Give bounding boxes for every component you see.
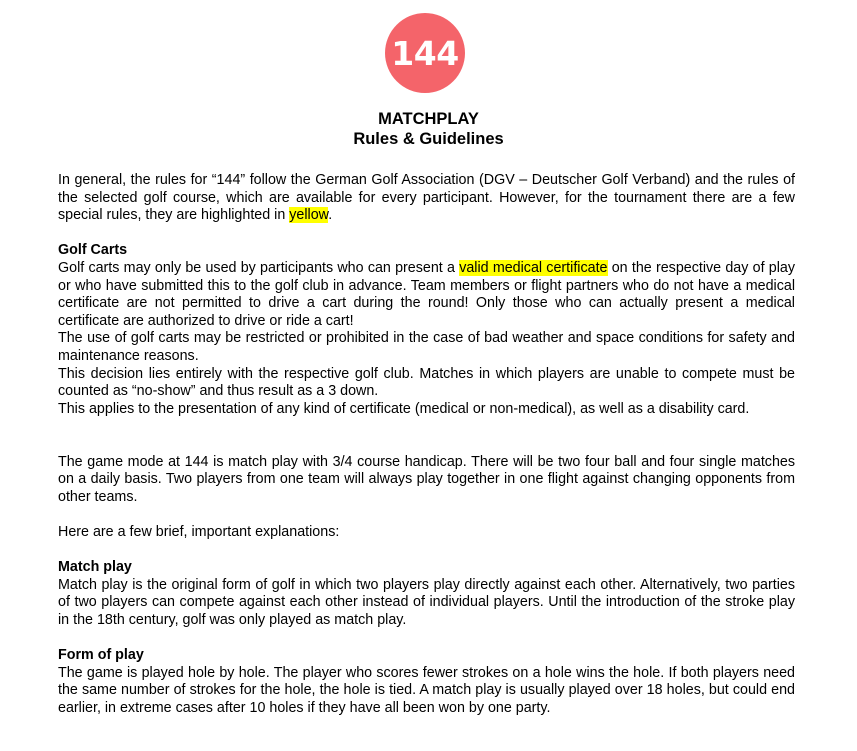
intro-text-end: . — [328, 207, 333, 224]
logo-badge — [385, 13, 465, 93]
medical-certificate-highlight: valid medical certificate — [459, 259, 608, 276]
page-subtitle: Rules & Guidelines — [353, 130, 504, 148]
intro-highlight: yellow — [289, 207, 329, 224]
golf-carts-paragraph-3: This decision lies entirely with the respective golf club. Matches in which players are unable to compete must be counted as “no-show” and thus result as a 3 down. — [58, 365, 795, 400]
page-title: MATCHPLAY — [378, 110, 479, 128]
form-of-play-paragraph: The game is played hole by hole. The player who scores fewer strokes on a hole wins the hole. If both players need the same number of strokes for the hole, the hole is tied. A match play is usually played over 18 holes, but could end earlier, in extreme cases after 10 holes if they have all been won by one party. — [58, 664, 795, 716]
match-play-paragraph: Match play is the original form of golf in which two players play directly against each other. Alternatively, two parties of two players can compete against each other instead of individual players. Until the introduction of the stroke play in the 18th century, golf was only played as match play. — [58, 576, 795, 628]
game-mode-paragraph: The game mode at 144 is match play with 3/4 course handicap. There will be two four ball and four single matches on a daily basis. Two players from one team will always play together in one flight against changing opponents from other teams. — [58, 453, 795, 505]
match-play-heading: Match play — [58, 559, 132, 576]
golf-carts-paragraph-2: The use of golf carts may be restricted or prohibited in the case of bad weather and space conditions for safety and maintenance reasons. — [58, 330, 795, 364]
explanations-intro: Here are a few brief, important explanations: — [58, 523, 340, 540]
golf-carts-paragraph-4: This applies to the presentation of any kind of certificate (medical or non-medical), as well as a disability card. — [58, 400, 750, 417]
golf-carts-text-cont: on the respective day of play or who have submitted this to the golf club in advance. Team members or flight partners who do not have a medical certificate are not permitted to drive a cart during the round! Only those who can actually present a medical certificate are authorized to drive or ride a cart! — [58, 259, 795, 329]
intro-paragraph — [58, 172, 795, 225]
golf-carts-heading: Golf Carts — [58, 242, 128, 259]
golf-carts-paragraph-1 — [58, 260, 795, 330]
golf-carts-text: Golf carts may only be used by participants who can present a — [58, 259, 460, 276]
document-body — [58, 172, 795, 717]
logo-text: 144 — [391, 33, 459, 73]
intro-text: In general, the rules for “144” follow the German Golf Association (DGV – Deutscher Golf Verband) and the rules of the selected golf course, which are available for every participant. However, for the tournament there are a few special rules, they are highlighted in — [58, 172, 795, 224]
form-of-play-heading: Form of play — [58, 647, 144, 664]
